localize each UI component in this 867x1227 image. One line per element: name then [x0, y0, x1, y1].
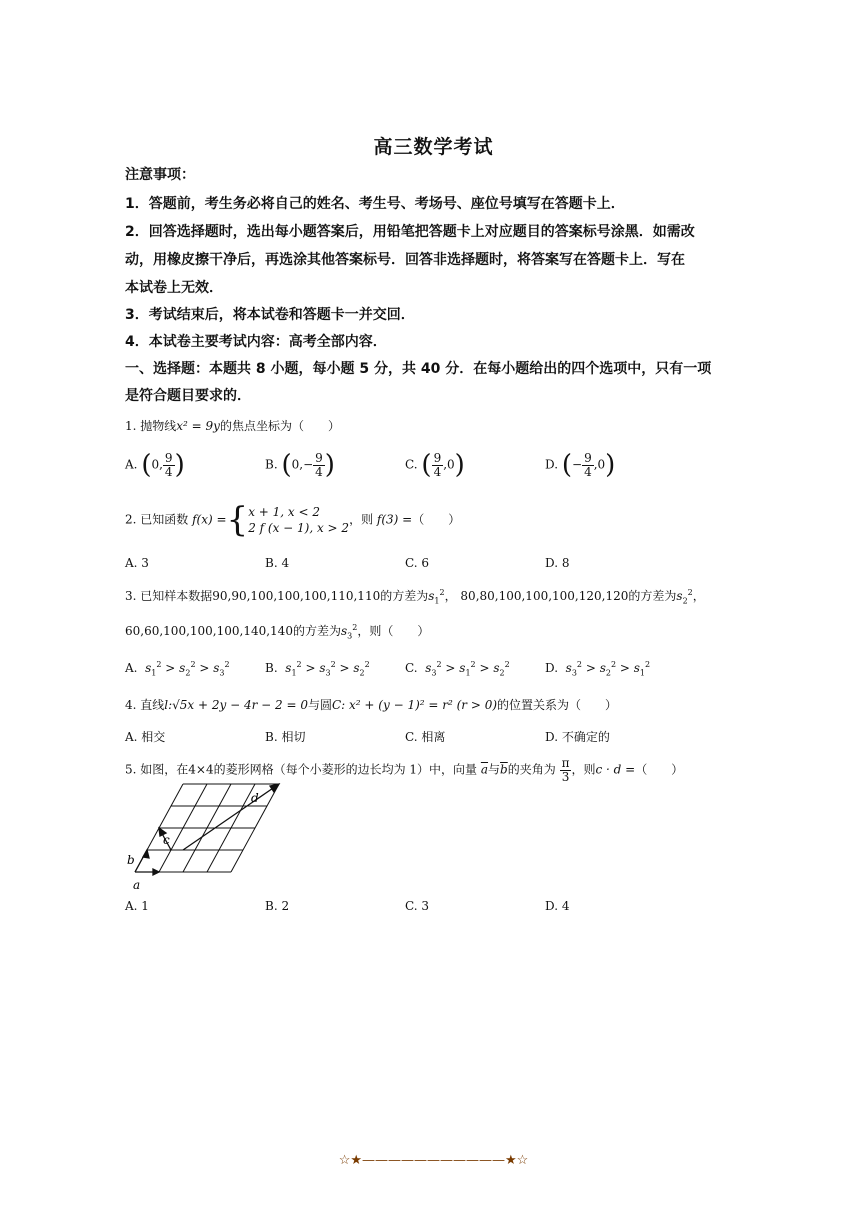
q1-option-b[interactable]: B. (0,− $\frac{9}{4}$ ) — [265, 450, 335, 480]
rhombus-grid-figure — [125, 780, 285, 895]
q4-option-b[interactable]: B. 相切 — [265, 730, 306, 744]
notes-heading: 注意事项： — [125, 167, 195, 183]
q3-option-a[interactable]: A. $s_1^2 > s_2^2 > s_3^2$ — [125, 660, 230, 678]
note-2a: 2．回答选择题时，选出每小题答案后，用铅笔把答题卡上对应题目的答案标号涂黑．如需改 — [125, 224, 695, 240]
question-2: 2. 已知函数 f(x) ={ x + 1, x < 2 2 f (x − 1), x > 2 ，则 f(3) =（ ） — [125, 500, 461, 540]
q3-option-d[interactable]: D. $s_3^2 > s_2^2 > s_1^2$ — [545, 660, 651, 678]
question-1: 1. 抛物线x² = 9y的焦点坐标为（ ） — [125, 419, 340, 433]
q3-option-c[interactable]: C. $s_3^2 > s_1^2 > s_2^2$ — [405, 660, 510, 678]
q2-option-d[interactable]: D. 8 — [545, 556, 570, 570]
note-2c: 本试卷上无效． — [125, 280, 223, 296]
q5-option-b[interactable]: B. 2 — [265, 899, 290, 913]
q1-option-d[interactable]: D. (− $\frac{9}{4}$ ,0) — [545, 450, 616, 480]
vector-d-label: d — [251, 791, 259, 805]
page-title: 高三数学考试 — [373, 136, 494, 158]
q1-option-a[interactable]: A. (0, $\frac{9}{4}$ ) — [125, 450, 185, 480]
q4-option-a[interactable]: A. 相交 — [125, 730, 166, 744]
note-3: 3．考试结束后，将本试卷和答题卡一并交回． — [125, 307, 415, 323]
q4-option-c[interactable]: C. 相离 — [405, 730, 446, 744]
question-3: 3. 已知样本数据90,90,100,100,100,110,110的方差为$s_1^2$， 80,80,100,100,100,120,120的方差为$s_2^2$， — [125, 588, 705, 606]
q5-option-c[interactable]: C. 3 — [405, 899, 430, 913]
note-1: 1．答题前，考生务必将自己的姓名、考生号、考场号、座位号填写在答题卡上． — [125, 196, 625, 212]
vector-a-label: a — [133, 878, 141, 892]
section-heading: 一、选择题：本题共 8 小题，每小题 5 分，共 40 分．在每小题给出的四个选项中，只有一项 — [125, 361, 712, 377]
note-2b: 动，用橡皮擦干净后，再选涂其他答案标号．回答非选择题时，将答案写在答题卡上．写在 — [125, 252, 685, 268]
question-4: 4. 直线l:√5x + 2y − 4r − 2 = 0与圆C: x² + (y − 1)² = r² (r > 0)的位置关系为（ ） — [125, 698, 618, 712]
q2-option-a[interactable]: A. 3 — [125, 556, 149, 570]
vector-c-label: c — [163, 833, 170, 847]
q4-option-d[interactable]: D. 不确定的 — [545, 730, 610, 744]
q1-equation: x² = 9y — [176, 419, 220, 433]
note-4: 4．本试卷主要考试内容：高考全部内容． — [125, 334, 387, 350]
q3-option-b[interactable]: B. $s_1^2 > s_3^2 > s_2^2$ — [265, 660, 370, 678]
question-5: 5. 如图，在4×4的菱形网格（每个小菱形的边长均为 1）中，向量 $\overline{a}$与$\overline{b}$的夹角为 $\frac{\pi}{3}$ ，则c · d =（ ） — [125, 756, 684, 784]
q5-option-a[interactable]: A. 1 — [125, 899, 149, 913]
q2-option-b[interactable]: B. 4 — [265, 556, 290, 570]
question-3-cont: 60,60,100,100,100,140,140的方差为$s_3^2$，则（ ） — [125, 623, 430, 641]
q1-option-c[interactable]: C. ( $\frac{9}{4}$ ,0) — [405, 450, 465, 480]
q2-option-c[interactable]: C. 6 — [405, 556, 430, 570]
vector-b-label: b — [127, 853, 135, 867]
footer-ornament: ☆★———————————★☆ — [338, 1153, 529, 1168]
section-heading-cont: 是符合题目要求的． — [125, 388, 251, 404]
q5-option-d[interactable]: D. 4 — [545, 899, 570, 913]
